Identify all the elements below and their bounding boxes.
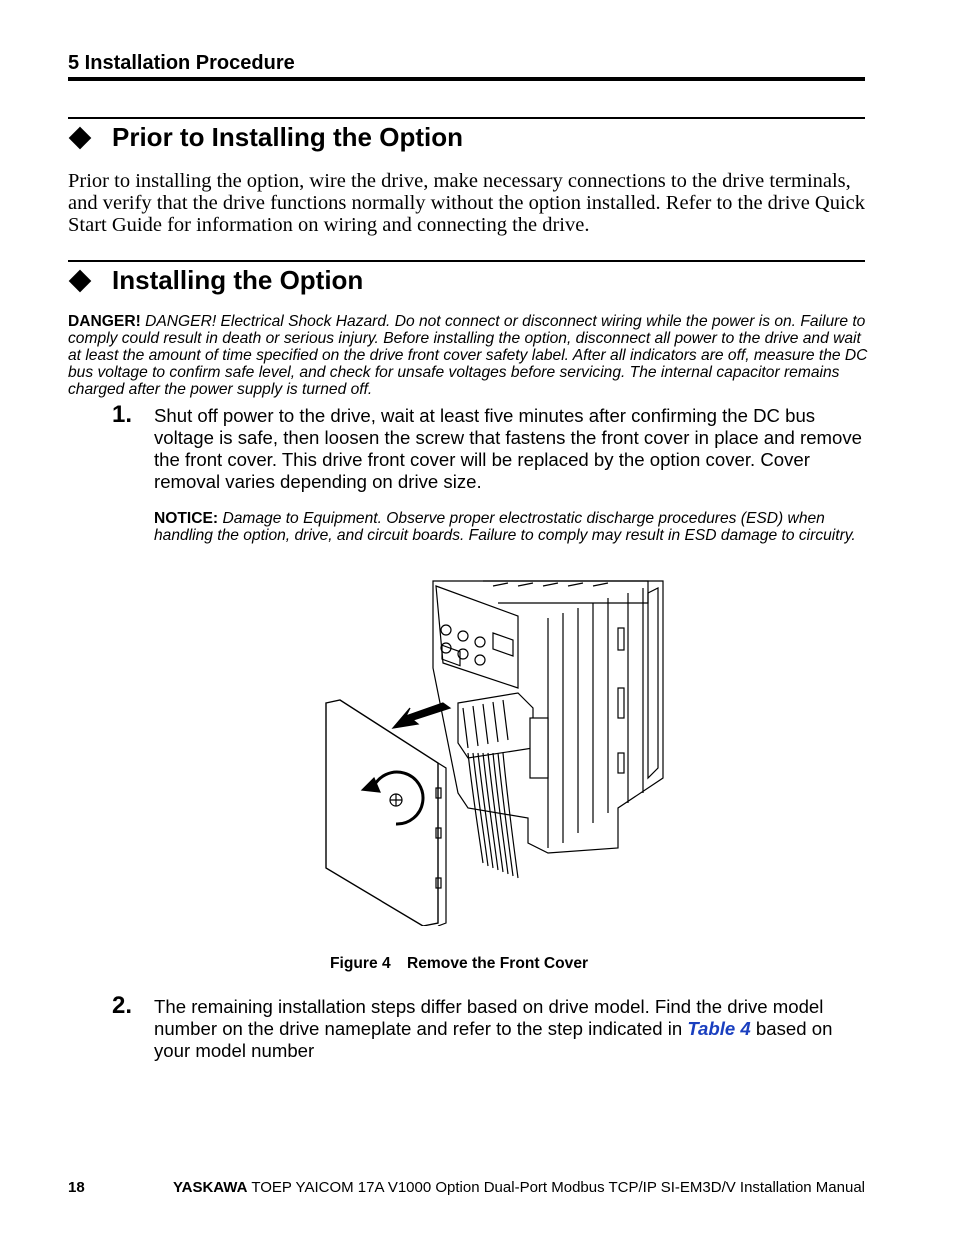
step-text-part: The remaining installation steps differ based on drive model. Find the drive model number on the drive nameplate and refer to the step indicated in [154, 996, 824, 1039]
step-text [154, 996, 869, 1062]
section-divider [68, 260, 865, 262]
danger-text: DANGER! Electrical Shock Hazard. Do not connect or disconnect wiring while the power is on. Failure to comply could result in death or serious injury. Before installing the option, disconnect all power to the drive and wait at least the amount of time specified on the drive front cover safety label. After all indicators are off, measure the DC bus voltage to confirm safe level, and check for unsafe voltages before servicing. The internal capacitor remains charged after the power supply is turned off. [68, 313, 868, 398]
chapter-title: 5 Installation Procedure [68, 52, 295, 74]
chapter-rule [68, 77, 865, 81]
section-heading-installing [68, 265, 363, 296]
section-body: Prior to installing the option, wire the drive, make necessary connections to the drive terminals, and verify that the drive functions normally without the option installed. Refer to the drive Quick Start Guide for information on wiring and connecting the drive. [68, 170, 866, 236]
footer-brand: YASKAWA [173, 1179, 248, 1196]
notice-text: Damage to Equipment. Observe proper electrostatic discharge procedures (ESD) when handling the option, drive, and circuit boards. Failure to comply may result in ESD damage to circuitry. [154, 510, 856, 544]
step-text: Shut off power to the drive, wait at least five minutes after confirming the DC bus voltage is safe, then loosen the screw that fastens the front cover in place and remove the front cover. This drive front cover will be replaced by the option cover. Cover removal varies depending on drive size. [154, 405, 862, 492]
section-heading-prior [68, 122, 463, 153]
section-title: Installing the Option [112, 265, 364, 295]
figure-label: Figure 4 [330, 955, 391, 972]
figure-title: Remove the Front Cover [407, 955, 589, 972]
section-divider [68, 117, 865, 119]
step-text-part: based on your model number [154, 1018, 833, 1061]
front-cover-removal-illustration [318, 578, 668, 926]
notice-label: NOTICE: [154, 510, 219, 527]
diamond-bullet-icon [69, 126, 92, 149]
step-number: 1. [112, 401, 133, 428]
figure-caption [330, 955, 588, 973]
step-number: 2. [112, 992, 133, 1019]
diamond-bullet-icon [69, 269, 92, 292]
table-4-link[interactable]: Table 4 [687, 1018, 751, 1039]
danger-label: DANGER! [68, 313, 141, 330]
footer-manual-title: TOEP YAICOM 17A V1000 Option Dual-Port Modbus TCP/IP SI-EM3D/V Installation Manual [247, 1179, 865, 1196]
footer-title [173, 1179, 865, 1196]
section-title: Prior to Installing the Option [112, 122, 463, 152]
notice-warning [154, 510, 869, 544]
danger-warning [68, 313, 868, 398]
page-number: 18 [68, 1179, 85, 1196]
